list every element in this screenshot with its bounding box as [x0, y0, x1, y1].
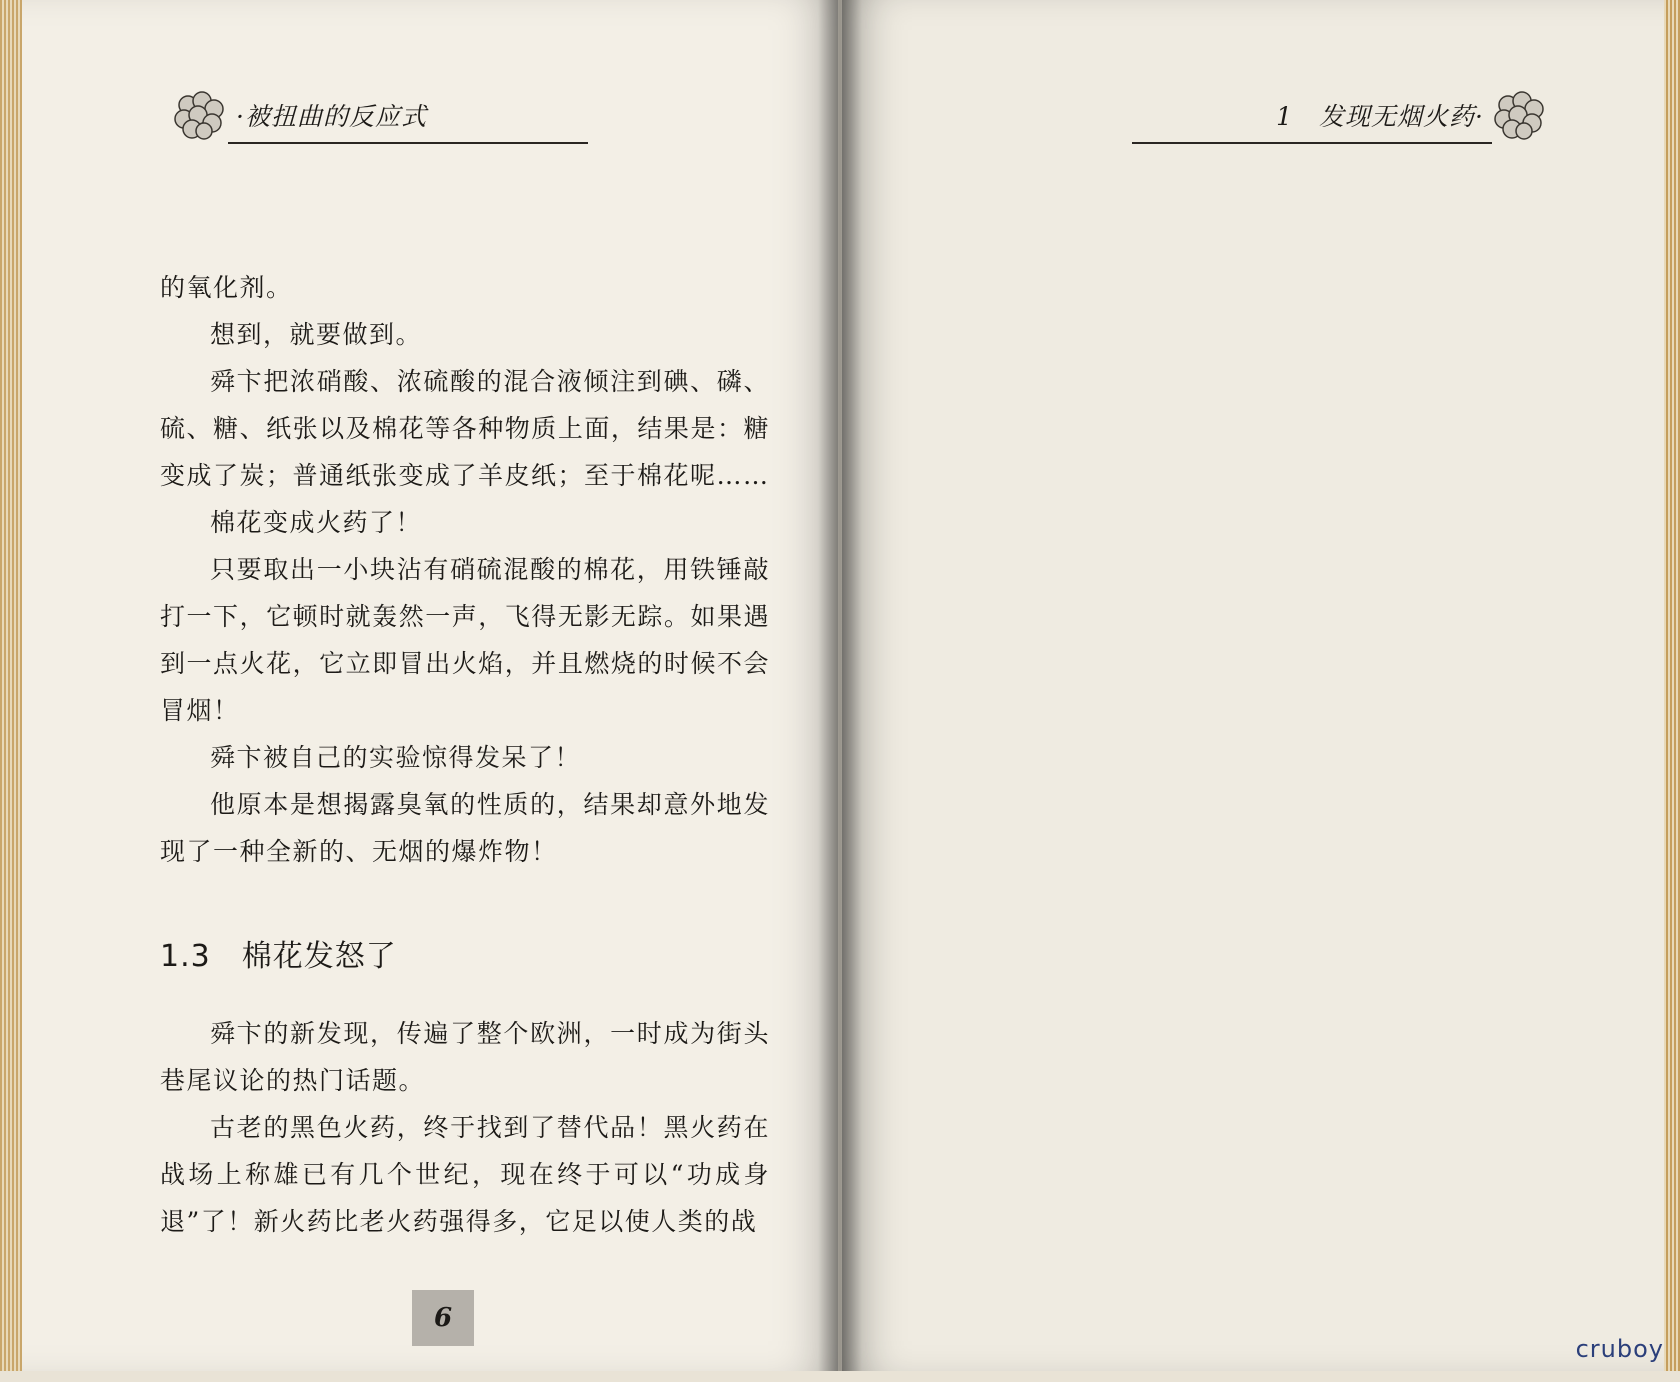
right-page	[842, 0, 1680, 1371]
right-running-header	[1270, 80, 1550, 150]
section-heading: 1.3 棉花发怒了	[160, 939, 397, 974]
paragraph: 只要取出一小块沾有硝硫混酸的棉花，用铁锤敲打一下，它顿时就轰然一声，飞得无影无踪。如果遇到一点火花，它立即冒出火焰，并且燃烧的时候不会冒烟！	[160, 555, 770, 725]
header-rule	[228, 142, 588, 144]
paragraph: 棉花变成火药了！	[210, 508, 423, 537]
page-edge	[0, 0, 22, 1371]
molecule-icon	[170, 85, 230, 145]
left-running-header	[170, 80, 433, 150]
left-body-text	[160, 264, 770, 1245]
paragraph: 想到，就要做到。	[210, 320, 423, 349]
running-header-title: 1 发现无烟火药·	[1276, 102, 1484, 131]
book-gutter	[818, 0, 862, 1371]
paragraph: 古老的黑色火药，终于找到了替代品！黑火药在战场上称雄已有几个世纪，现在终于可以“功成身退”了！新火药比老火药强得多，它足以使人类的战	[160, 1113, 770, 1236]
page-number: 6	[412, 1290, 474, 1346]
watermark: cruboy	[1575, 1335, 1664, 1363]
left-page	[0, 0, 838, 1371]
paragraph: 的氧化剂。	[160, 273, 293, 302]
running-header-title: ·被扭曲的反应式	[236, 102, 427, 131]
header-rule	[1132, 142, 1492, 144]
paragraph: 舜卞被自己的实验惊得发呆了！	[210, 743, 582, 772]
molecule-icon	[1490, 85, 1550, 145]
paragraph: 舜卞的新发现，传遍了整个欧洲，一时成为街头巷尾议论的热门话题。	[160, 1019, 770, 1095]
paragraph: 他原本是想揭露臭氧的性质的，结果却意外地发现了一种全新的、无烟的爆炸物！	[160, 790, 770, 866]
paragraph: 舜卞把浓硝酸、浓硫酸的混合液倾注到碘、磷、硫、糖、纸张以及棉花等各种物质上面，结果是：糖变成了炭；普通纸张变成了羊皮纸；至于棉花呢……	[160, 367, 770, 490]
page-edge	[1664, 0, 1680, 1371]
